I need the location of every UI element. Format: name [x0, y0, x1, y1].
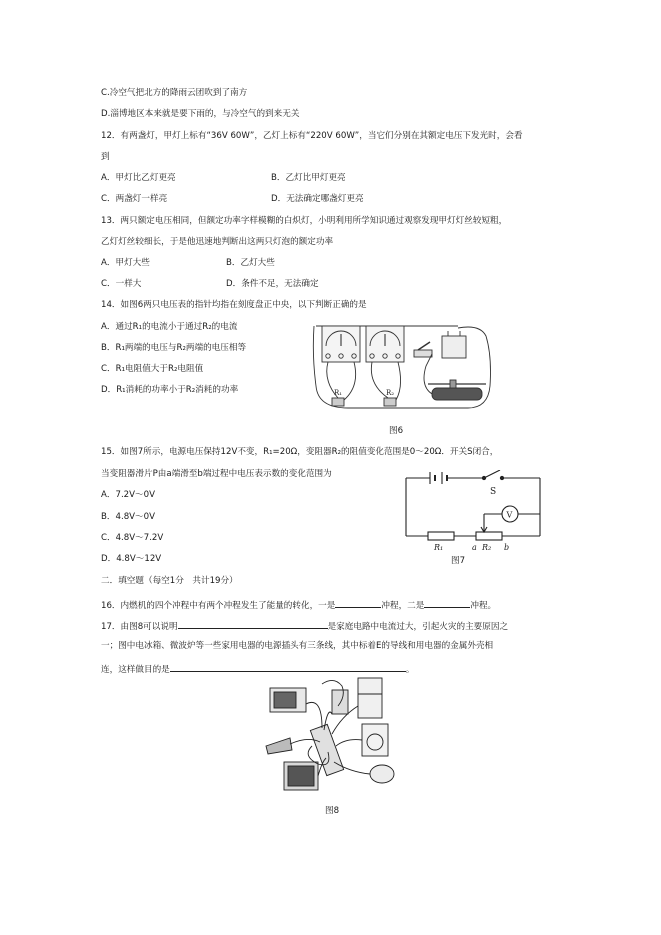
q16-blank-2[interactable]	[424, 597, 470, 608]
fig7-a-label: a	[472, 543, 477, 552]
fig6-r1-label: R₁	[334, 389, 343, 397]
q12-stem-cont: 到	[101, 152, 110, 162]
q16-blank-1[interactable]	[335, 597, 381, 608]
q17-line-2: 一；图中电冰箱、微波炉等一些家用电器的电源插头有三条线，其中标着E的导线和用电器的金属外壳相	[101, 641, 494, 651]
q17-line-3	[101, 661, 414, 677]
q15-option-a: A．7.2V～0V	[101, 490, 155, 500]
q17-text-a: 17．由图8可以说明	[101, 622, 178, 632]
q15-option-c: C．4.8V～7.2V	[101, 533, 164, 543]
q13-stem-cont: 乙灯灯丝较细长，于是他迅速地判断出这两只灯泡的额定功率	[101, 237, 334, 247]
figure-6-caption: 图6	[389, 426, 404, 436]
fig7-b-label: b	[504, 543, 510, 552]
q16-text-a: 16．内燃机的四个冲程中有两个冲程发生了能量的转化，一是	[101, 601, 336, 611]
q14-stem: 14．如图6两只电压表的指针均指在刻度盘正中央，以下判断正确的是	[101, 300, 367, 310]
fig7-switch-label: S	[490, 487, 497, 497]
figure-8-drawing	[262, 676, 402, 802]
q16-text-b: 冲程，二是	[381, 601, 425, 611]
q13-option-b: B．乙灯大些	[226, 258, 275, 268]
q12-option-c: C．两盏灯一样亮	[101, 194, 168, 204]
figure-8-appliances	[262, 676, 402, 802]
q15-option-b: B．4.8V～0V	[101, 512, 155, 522]
figure-7-caption: 图7	[451, 556, 466, 566]
fig7-r1-label: R₁	[434, 543, 444, 552]
q13-option-a: A．甲灯大些	[101, 258, 150, 268]
q17-stem	[101, 618, 508, 634]
fig6-r2-label: R₂	[386, 389, 395, 397]
q15-stem-cont: 当变阻器滑片P由a端滑至b端过程中电压表示数的变化范围为	[101, 469, 332, 479]
q13-option-c: C．一样大	[101, 279, 142, 289]
figure-7-circuit	[400, 470, 550, 556]
q14-option-c: C．R₁电阻值大于R₂电阻值	[101, 364, 204, 374]
q16-text-c: 冲程。	[470, 601, 497, 611]
fig7-r2-label: R₂	[482, 543, 492, 552]
fig7-voltmeter-label: V	[506, 510, 513, 520]
q12-option-a: A．甲灯比乙灯更亮	[101, 173, 176, 183]
q17-blank-1[interactable]	[178, 618, 328, 629]
q14-option-a: A．通过R₁的电流小于通过R₂的电流	[101, 322, 238, 332]
q15-stem: 15．如图7所示，电源电压保持12V不变，R₁=20Ω，变阻器R₂的阻值变化范围是0～20Ω．开关S闭合，	[101, 447, 499, 457]
prev-option-d: D.淄博地区本来就是要下雨的，与冷空气的到来无关	[101, 109, 300, 119]
q17-text-3b: 。	[405, 665, 415, 675]
q15-option-d: D．4.8V～12V	[101, 554, 162, 564]
q17-blank-2[interactable]	[170, 661, 406, 672]
q14-option-b: B．R₁两端的电压与R₂两端的电压相等	[101, 343, 247, 353]
q13-stem: 13．两只额定电压相同，但额定功率字样模糊的白炽灯，小明利用所学知识通过观察发现甲灯灯丝较短粗，	[101, 216, 508, 226]
q17-text-b: 是家庭电路中电流过大，引起火灾的主要原因之	[327, 622, 509, 632]
section-2-title: 二．填空题（每空1分 共计19分）	[101, 576, 238, 586]
q13-option-d: D．条件不足，无法确定	[226, 279, 319, 289]
prev-option-c: C.冷空气把北方的降雨云团吹到了南方	[101, 88, 248, 98]
q12-option-d: D．无法确定哪盏灯更亮	[271, 194, 364, 204]
figure-6-apparatus	[308, 316, 498, 414]
q16-stem	[101, 597, 496, 613]
q12-stem: 12．有两盏灯，甲灯上标有“36V 60W”，乙灯上标有“220V 60W”，当它们分别在其额定电压下发光时，会看	[101, 131, 523, 141]
figure-8-caption: 图8	[325, 806, 340, 816]
figure-6-drawing	[308, 316, 498, 414]
q14-option-d: D．R₁消耗的功率小于R₂消耗的功率	[101, 385, 239, 395]
q12-option-b: B．乙灯比甲灯更亮	[271, 173, 346, 183]
q17-text-3a: 连，这样做目的是	[101, 665, 170, 675]
figure-7-drawing	[400, 470, 550, 556]
